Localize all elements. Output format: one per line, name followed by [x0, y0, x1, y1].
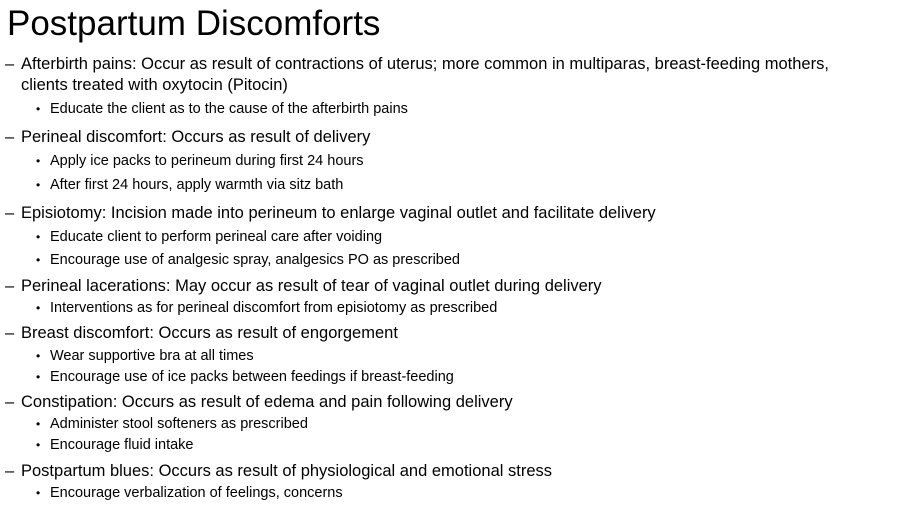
bullet-item-episiotomy [5, 203, 841, 224]
bullet-dot-icon: • [36, 102, 41, 116]
sub-bullet-item [36, 484, 870, 502]
dash-icon: – [5, 462, 15, 480]
sub-bullet-item [36, 100, 870, 118]
sub-bullet-item [36, 152, 870, 170]
bullet-item-perineal-lacerations [5, 276, 841, 297]
dash-icon: – [5, 277, 15, 295]
sub-bullet-text: Interventions as for perineal discomfort from episiotomy as prescribed [50, 300, 498, 316]
sub-bullet-text: Wear supportive bra at all times [50, 348, 254, 364]
bullet-dot-icon: • [36, 253, 41, 267]
bullet-dot-icon: • [36, 301, 41, 315]
bullet-item-postpartum-blues [5, 461, 841, 482]
sub-bullet-text: Educate the client as to the cause of the afterbirth pains [50, 101, 408, 117]
bullet-dot-icon: • [36, 438, 41, 452]
bullet-dot-icon: • [36, 178, 41, 192]
sub-bullet-text: Encourage use of ice packs between feedings if breast-feeding [50, 369, 454, 385]
sub-bullet-item [36, 415, 870, 433]
dash-icon: – [5, 324, 15, 342]
bullet-dot-icon: • [36, 417, 41, 431]
bullet-item-perineal-discomfort [5, 127, 841, 148]
dash-icon: – [5, 55, 15, 73]
bullet-text: Postpartum blues: Occurs as result of physiological and emotional stress [21, 462, 552, 480]
sub-bullet-item [36, 228, 870, 246]
sub-bullet-item [36, 436, 870, 454]
slide-title: Postpartum Discomforts [7, 4, 381, 43]
sub-bullet-text: Administer stool softeners as prescribed [50, 416, 308, 432]
sub-bullet-text: Educate client to perform perineal care after voiding [50, 229, 383, 245]
bullet-item-constipation [5, 392, 841, 413]
bullet-item-breast-discomfort [5, 323, 841, 344]
bullet-dot-icon: • [36, 154, 41, 168]
sub-bullet-text: Encourage use of analgesic spray, analgesics PO as prescribed [50, 252, 460, 268]
sub-bullet-item [36, 176, 870, 194]
bullet-dot-icon: • [36, 370, 41, 384]
bullet-text: Episiotomy: Incision made into perineum to enlarge vaginal outlet and facilitate delivery [21, 204, 656, 222]
sub-bullet-text: Encourage fluid intake [50, 437, 194, 453]
sub-bullet-item [36, 251, 870, 269]
sub-bullet-item [36, 368, 870, 386]
sub-bullet-text: Apply ice packs to perineum during first 24 hours [50, 153, 364, 169]
sub-bullet-item [36, 347, 870, 365]
dash-icon: – [5, 393, 15, 411]
bullet-dot-icon: • [36, 486, 41, 500]
sub-bullet-text: After first 24 hours, apply warmth via sitz bath [50, 177, 344, 193]
sub-bullet-text: Encourage verbalization of feelings, concerns [50, 485, 343, 501]
bullet-item-afterbirth-pains [5, 54, 841, 95]
bullet-text: Constipation: Occurs as result of edema and pain following delivery [21, 393, 513, 411]
bullet-text: Perineal lacerations: May occur as result of tear of vaginal outlet during delivery [21, 277, 602, 295]
bullet-dot-icon: • [36, 230, 41, 244]
dash-icon: – [5, 204, 15, 222]
bullet-text: Perineal discomfort: Occurs as result of delivery [21, 128, 371, 146]
bullet-dot-icon: • [36, 349, 41, 363]
bullet-text: Breast discomfort: Occurs as result of engorgement [21, 324, 398, 342]
sub-bullet-item [36, 299, 870, 317]
bullet-text: Afterbirth pains: Occur as result of contractions of uterus; more common in multiparas, breast-feeding mothers, clients treated with oxytocin (Pitocin) [21, 55, 829, 94]
dash-icon: – [5, 128, 15, 146]
